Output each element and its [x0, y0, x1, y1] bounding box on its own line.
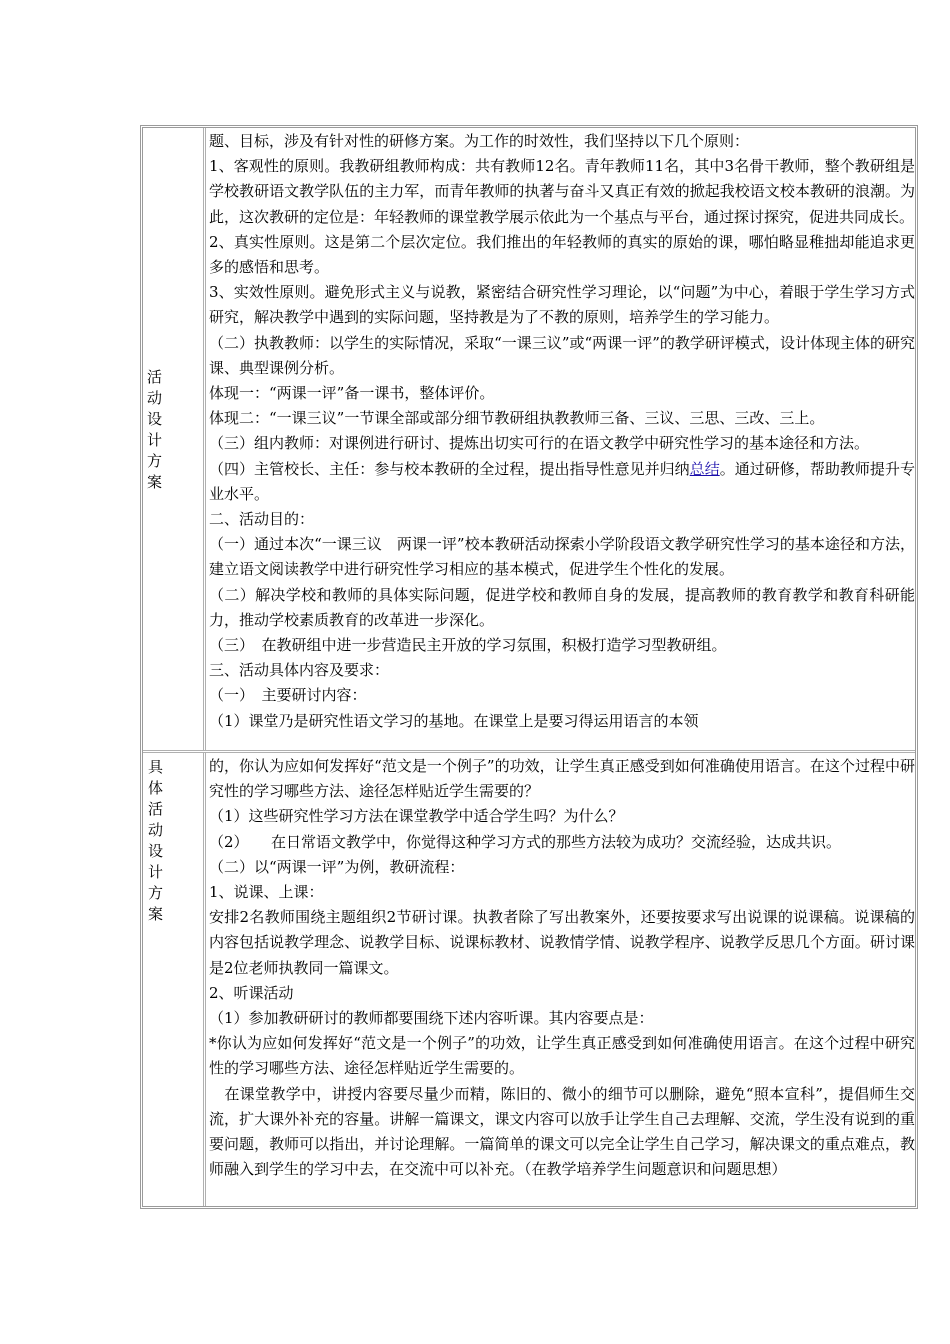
- paragraph: 1、客观性的原则。我教研组教师构成：共有教师12名。青年教师11名，其中3名骨干教师，整个教研组是学校教研语文教学队伍的主力军，而青年教师的执著与奋斗又真正有效的掀起我校语文校本教研的浪潮。为此，这次教研的定位是：年轻教师的课堂教学展示依此为一个基点与平台，通过探讨探究，促进共同成长。: [209, 157, 915, 226]
- row-label-cell: [143, 753, 206, 1206]
- paragraph: （1）参加教研研讨的教师都要围绕下述内容听课。其内容要点是：: [209, 1009, 654, 1028]
- paragraph: （1）课堂乃是研究性语文学习的基地。在课堂上是要习得运用语言的本领: [209, 711, 699, 730]
- paragraph: （三）组内教师：对课例进行研讨、提炼出切实可行的在语文教学中研究性学习的基本途径和方法。: [209, 434, 870, 453]
- paragraph: 3、实效性原则。避免形式主义与说教，紧密结合研究性学习理论，以“问题”为中心，着眼于学生学习方式研究，解决教学中遇到的实际问题，坚持教是为了不教的原则，培养学生的学习能力。: [209, 283, 915, 327]
- paragraph: 1、说课、上课：: [209, 883, 324, 902]
- paragraph-with-link: [209, 457, 915, 507]
- paragraph: 的，你认为应如何发挥好“范文是一个例子”的功效，让学生真正感受到如何准确使用语言。在这个过程中研究性的学习哪些方法、途径怎样贴近学生需要的？: [209, 757, 915, 801]
- paragraph: 2、听课活动: [209, 983, 294, 1002]
- plan-table: [140, 125, 918, 1209]
- paragraph: *你认为应如何发挥好“范文是一个例子”的功效，让学生真正感受到如何准确使用语言。在这个过程中研究性的学习哪些方法、途径怎样贴近学生需要的。: [209, 1034, 915, 1078]
- paragraph: （2） 在日常语文教学中，你觉得这种学习方式的那些方法较为成功？交流经验，达成共识。: [209, 832, 842, 851]
- section-heading: 二、活动目的：: [209, 510, 315, 529]
- paragraph: （三） 在教研组中进一步营造民主开放的学习氛围，积极打造学习型教研组。: [209, 636, 727, 655]
- row-label: 活动设计方案: [147, 368, 163, 491]
- row-content: [206, 128, 915, 750]
- row-label: 具体活动设计方案: [148, 758, 164, 923]
- paragraph: （一） 主要研讨内容：: [209, 686, 367, 705]
- paragraph: 在课堂教学中，讲授内容要尽量少而精，陈旧的、微小的细节可以删除，避免“照本宣科”，提倡师生交流，扩大课外补充的容量。讲解一篇课文，课文内容可以放手让学生自己去理解、交流，学生没有说到的重要问题，教师可以指出，并讨论理解。一篇简单的课文可以完全让学生自己学习，解决课文的重点难点，教师融入到学生的学习中去，在交流中可以补充。（在教学培养学生问题意识和问题思想）: [209, 1084, 915, 1179]
- summary-link[interactable]: 总结: [689, 459, 720, 478]
- paragraph: （二）执教教师：以学生的实际情况，采取“一课三议”或“两课一评”的教学研评模式，设计体现主体的研究课、典型课例分析。: [209, 333, 915, 377]
- paragraph: 体现一：“两课一评”备一课书，整体评价。: [209, 384, 495, 403]
- table-row-specific-activity: [143, 753, 915, 1206]
- paragraph-text: （四）主管校长、主任：参与校本教研的全过程，提出指导性意见并归纳: [209, 459, 690, 478]
- paragraph: （二）解决学校和教师的具体实际问题，促进学校和教师自身的发展，提高教师的教育教学和教育科研能力，推动学校素质教育的改革进一步深化。: [209, 585, 915, 629]
- table-row-activity-design: [143, 128, 915, 753]
- row-content: [206, 753, 915, 1206]
- paragraph: 2、真实性原则。这是第二个层次定位。我们推出的年轻教师的真实的原始的课，哪怕略显稚拙却能追求更多的感悟和思考。: [209, 232, 915, 277]
- paragraph: （一）通过本次“一课三议 两课一评”校本教研活动探索小学阶段语文教学研究性学习的基本途径和方法，建立语文阅读教学中进行研究性学习相应的基本模式，促进学生个性化的发展。: [209, 535, 915, 579]
- paragraph: （1）这些研究性学习方法在课堂教学中适合学生吗？为什么？: [209, 807, 624, 826]
- paragraph-text: 。通过研修，帮助教师提升专业水平。: [209, 459, 915, 503]
- row-label-cell: [143, 128, 206, 750]
- paragraph: 题、目标，涉及有针对性的研修方案。为工作的时效性，我们坚持以下几个原则：: [209, 132, 750, 150]
- section-heading: 三、活动具体内容及要求：: [209, 661, 390, 680]
- paragraph: 体现二：“一课三议”一节课全部或部分细节教研组执教教师三备、三议、三思、三改、三上。: [209, 409, 825, 428]
- paragraph: 安排2名教师围绕主题组织2节研讨课。执教者除了写出教案外，还要按要求写出说课的说课稿。说课稿的内容包括说教学理念、说教学目标、说课标教材、说教情学情、说教学程序、说教学反思几个方面。研讨课是2位老师执教同一篇课文。: [209, 908, 915, 977]
- paragraph: （二）以“两课一评”为例，教研流程：: [209, 857, 465, 876]
